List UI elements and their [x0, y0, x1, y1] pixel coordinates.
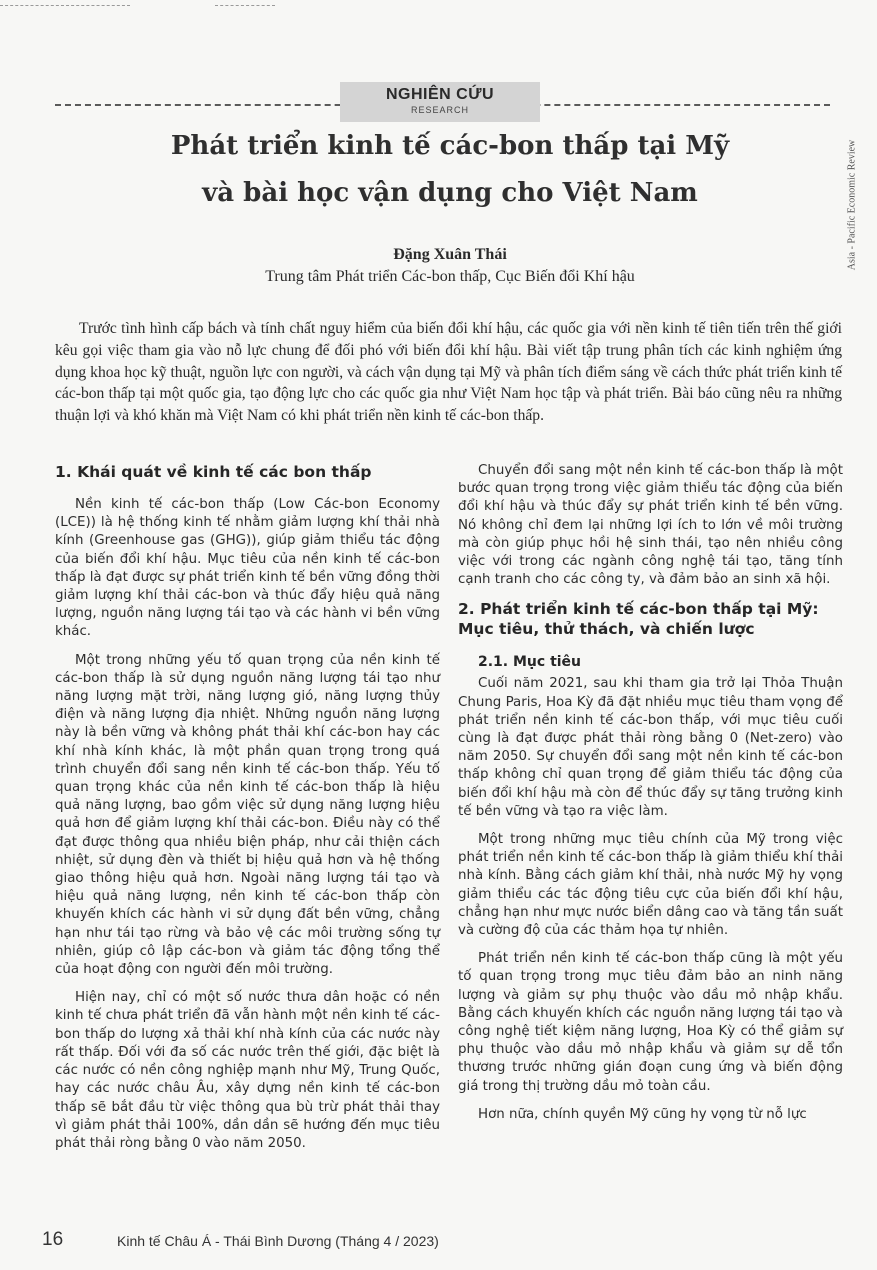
paragraph: Hơn nữa, chính quyền Mỹ cũng hy vọng từ nỗ lực [478, 1106, 807, 1122]
top-decorative-rule-right [215, 0, 275, 6]
page-number: 16 [42, 1229, 64, 1250]
paragraph: Cuối năm 2021, sau khi tham gia trở lại Thỏa Thuận Chung Paris, Hoa Kỳ đã đặt nhiều mục tiêu tham vọng để phát triển nền kinh tế các-bon thấp, với mục tiêu cuối cùng là đạt được phát thải ròng bằng 0 (Net-zero) vào năm 2050. Sự chuyển đổi sang một nền kinh tế các-bon thấp không chỉ quan trọng để giảm thiểu tác động của biến đổi khí hậu mà còn để thúc đẩy sự tăng trưởng kinh tế bền vững và tạo ra việc làm. [458, 676, 843, 819]
abstract: Trước tình hình cấp bách và tính chất nguy hiểm của biến đổi khí hậu, các quốc gia với nền kinh tế tiên tiến trên thế giới kêu gọi việc tham gia vào nỗ lực chung để đối phó với biến đổi khí hậu. Bài viết tập trung phân tích các kinh nghiệm ứng dụng khoa học kỹ thuật, nguồn lực con người, và cách vận dụng tại Mỹ và phân tích điểm sáng về cách thức phát triển kinh tế các-bon thấp tại một quốc gia, tạo động lực cho các quốc gia như Việt Nam học tập và phát triển. Bài báo cũng nêu ra những thuận lợi và khó khăn mà Việt Nam có khi phát triển nền kinh tế các-bon thấp. [55, 320, 842, 425]
paragraph: Một trong những mục tiêu chính của Mỹ trong việc phát triển nền kinh tế các-bon thấp là giảm thiểu khí thải nhà kính. Bằng cách giảm khí thải, nhà nước Mỹ hy vọng giảm thiểu các tác động tiêu cực của biến đổi khí hậu, chẳng hạn như mực nước biển dâng cao và tăng tần suất và cường độ của các thảm họa tự nhiên. [458, 832, 843, 939]
top-decorative-rule-left [0, 0, 130, 6]
subsection-2-1-heading: 2.1. Mục tiêu [478, 654, 582, 671]
journal-footer: Kinh tế Châu Á - Thái Bình Dương (Tháng 4 / 2023) [117, 1233, 439, 1249]
paragraph: Chuyển đổi sang một nền kinh tế các-bon thấp là một bước quan trọng trong việc giảm thiểu tác động của biến đổi khí hậu và thúc đẩy sự phát triển kinh tế bền vững. Nó không chỉ đem lại những lợi ích to lớn về môi trường mà còn giúp phục hồi hệ sinh thái, tạo nên nhiều công việc với trong các ngành công nghệ tái tạo, tăng tính cạnh tranh cho các công ty, và đảm bảo an sinh xã hội. [458, 463, 843, 588]
article-title-line-2: và bài học vận dụng cho Việt Nam [202, 178, 698, 208]
left-column [55, 462, 440, 1163]
section-label-box [340, 82, 540, 122]
article-title-line-1: Phát triển kinh tế các-bon thấp tại Mỹ [170, 131, 730, 161]
paragraph: Hiện nay, chỉ có một số nước thưa dân hoặc có nền kinh tế chưa phát triển đã vẫn hành một nền kinh tế các-bon thấp do lượng xả thải khí nhà kính của các nước này rất thấp. Đối với đa số các nước trên thế giới, đặc biệt là các nước có nền công nghiệp mạnh như Mỹ, Trung Quốc, hay các nước châu Âu, xây dựng nền kinh tế các-bon thấp sẽ bắt đầu từ việc thông qua bù trừ phát thải thay vì giảm phát thải 100%, dần dần sẽ hướng đến mục tiêu phát thải ròng bằng 0 vào năm 2050. [55, 990, 440, 1151]
right-column [458, 462, 843, 1134]
section-label: NGHIÊN CỨU [385, 86, 495, 103]
author-name: Đặng Xuân Thái [393, 246, 507, 263]
author-affiliation: Trung tâm Phát triển Các-bon thấp, Cục Biến đổi Khí hậu [265, 268, 635, 285]
journal-side-label: Asia - Pacific Economic Review [846, 139, 858, 271]
paragraph: Phát triển nền kinh tế các-bon thấp cũng là một yếu tố quan trọng trong mục tiêu đảm bảo an ninh năng lượng và giảm sự phụ thuộc vào dầu mỏ nhập khẩu. Bằng cách khuyến khích các nguồn năng lượng tái tạo và công nghệ tiết kiệm năng lượng, Hoa Kỳ có thể giảm sự phụ thuộc vào dầu mỏ nhập khẩu và giảm sự dễ tổn thương trước những gián đoạn cung ứng và biến động giá trong thị trường dầu mỏ toàn cầu. [458, 951, 843, 1094]
paragraph: Một trong những yếu tố quan trọng của nền kinh tế các-bon thấp là sử dụng nguồn năng lượng tái tạo như năng lượng mặt trời, năng lượng gió, năng lượng thủy điện và năng lượng địa nhiệt. Những nguồn năng lượng này là bền vững và không phát thải khí các-bon hay các khí nhà kính khác, là một phần quan trọng trong quá trình chuyển đổi sang nền kinh tế các-bon thấp. Yếu tố quan trọng khác của nền kinh tế các-bon thấp là hiệu quả năng lượng, bao gồm việc sử dụng năng lượng hiệu quả hơn để giảm lượng khí thải các-bon. Điều này có thể đạt được thông qua nhiều biện pháp, như cải thiện cách nhiệt, sử dụng đèn và thiết bị hiệu quả hơn và hệ thống giao thông hiệu quả hơn. Ngoài năng lượng tái tạo và hiệu quả năng lượng, nền kinh tế các-bon thấp còn khuyến khích các hành vi sử dụng đất bền vững, chẳng hạn như tái tạo rừng và bảo vệ các môi trường sống tự nhiên, giúp cô lập các-bon và giảm tác động tổng thể của hoạt động con người đến môi trường. [55, 652, 440, 978]
section-2-heading: 2. Phát triển kinh tế các-bon thấp tại Mỹ: Mục tiêu, thử thách, và chiến lược [458, 600, 819, 639]
section-sublabel: RESEARCH [410, 105, 469, 115]
paragraph: Nền kinh tế các-bon thấp (Low Các-bon Economy (LCE)) là hệ thống kinh tế nhằm giảm lượng khí thải nhà kính (Greenhouse gas (GHG)), giúp giảm thiểu tác động của biến đổi khí hậu. Mục tiêu của nền kinh tế các-bon thấp là đạt được sự phát triển kinh tế bền vững đồng thời giảm lượng khí thải các-bon và thúc đẩy hiệu quả năng lượng, nguồn năng lượng tái tạo và các hành vi bền vững khác. [55, 497, 440, 640]
section-1-heading: 1. Khái quát về kinh tế các bon thấp [55, 463, 372, 481]
